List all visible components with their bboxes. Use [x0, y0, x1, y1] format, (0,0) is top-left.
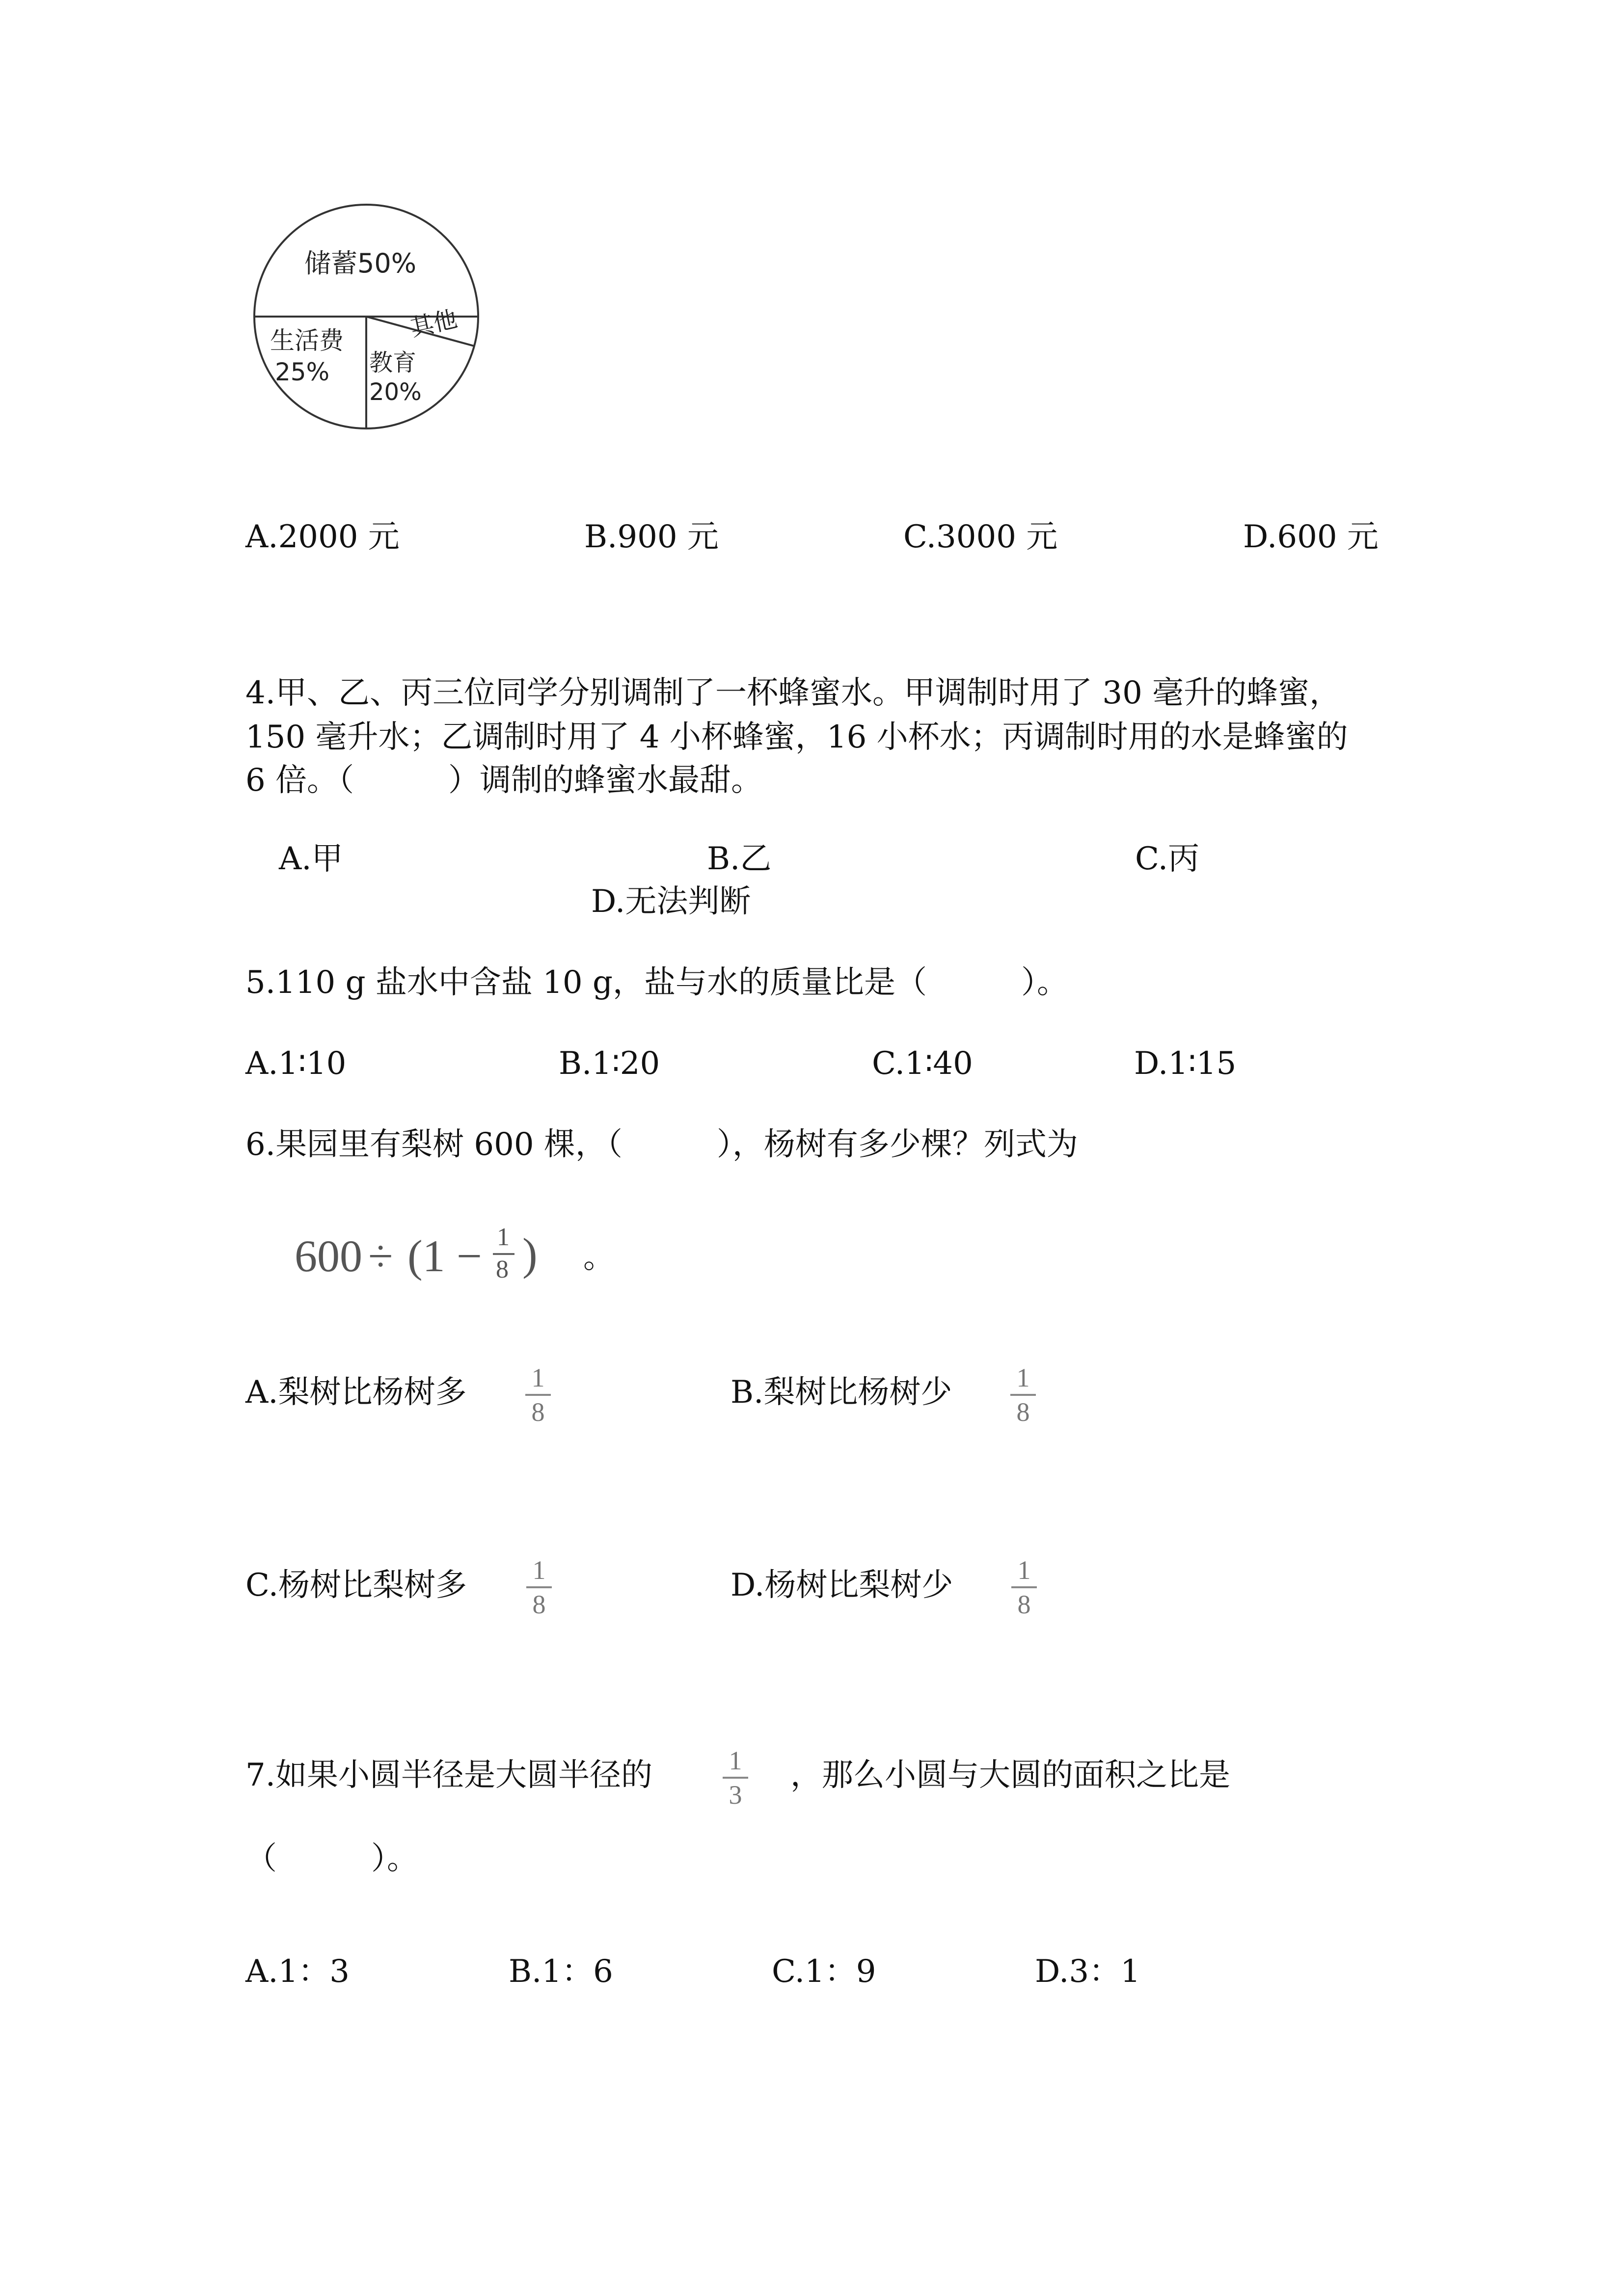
pie-label-living-pct: 25% — [275, 358, 330, 386]
budget-pie-chart — [245, 199, 491, 434]
q4-option-d[interactable]: D.无法判断 — [591, 883, 751, 920]
q7-stem-a: 7.如果小圆半径是大圆半径的 — [245, 1757, 653, 1793]
fraction-bar — [1011, 1586, 1037, 1588]
fraction-bar — [526, 1586, 552, 1588]
q5-stem: 5.110 g 盐水中含盐 10 g，盐与水的质量比是（ ）。 — [245, 964, 1068, 1001]
q4-stem-line-2: 150 毫升水；乙调制时用了 4 小杯蜂蜜，16 小杯水；丙调制时用的水是蜂蜜的 — [245, 719, 1348, 755]
fraction-denominator: 3 — [729, 1780, 742, 1810]
q7-option-a[interactable]: A.1：3 — [245, 1953, 350, 1990]
q3-option-c[interactable]: C.3000 元 — [903, 519, 1058, 555]
q7-option-d[interactable]: D.3：1 — [1035, 1953, 1140, 1990]
q6-stem: 6.果园里有梨树 600 棵，（ ），杨树有多少棵？列式为 — [245, 1126, 1078, 1163]
formula-frac-bar — [493, 1253, 514, 1255]
q6-option-d-fraction — [1009, 1557, 1039, 1618]
q7-answer-blank: （ ）。 — [245, 1841, 418, 1877]
fraction-denominator: 8 — [1017, 1590, 1031, 1619]
fraction-bar — [525, 1394, 551, 1396]
q4-stem-line-1: 4.甲、乙、丙三位同学分别调制了一杯蜂蜜水。甲调制时用了 30 毫升的蜂蜜， — [245, 675, 1341, 711]
pie-label-edu-name: 教育 — [369, 349, 417, 376]
pie-label-edu-pct: 20% — [369, 378, 422, 406]
fraction-denominator: 8 — [1016, 1397, 1030, 1427]
fraction-denominator: 8 — [532, 1590, 546, 1619]
q3-option-a[interactable]: A.2000 元 — [245, 519, 400, 555]
q4-stem-line-3: 6 倍。（ ）调制的蜂蜜水最甜。 — [245, 762, 763, 799]
formula-minus: − — [457, 1231, 482, 1281]
formula-divide-sign: ÷ — [368, 1231, 393, 1281]
q6-option-d[interactable]: D.杨树比梨树少 — [731, 1567, 953, 1603]
q7-stem-b: ，那么小圆与大圆的面积之比是 — [790, 1757, 1230, 1793]
q6-option-b-fraction — [1008, 1364, 1038, 1425]
q6-option-a[interactable]: A.梨树比杨树多 — [245, 1374, 467, 1411]
fraction-numerator: 1 — [729, 1746, 742, 1775]
q7-fraction — [721, 1747, 750, 1808]
pie-label-savings: 储蓄50% — [304, 248, 417, 279]
q4-option-c[interactable]: C.丙 — [1135, 841, 1200, 877]
fraction-bar — [1010, 1394, 1036, 1396]
fraction-numerator: 1 — [531, 1363, 545, 1392]
q5-option-b[interactable]: B.1∶20 — [559, 1045, 660, 1082]
q6-formula-period: 。 — [583, 1239, 615, 1276]
q6-option-a-fraction — [523, 1364, 553, 1425]
fraction-numerator: 1 — [1016, 1363, 1030, 1392]
pie-label-other: 其他 — [407, 305, 460, 342]
pie-label-living-name: 生活费 — [270, 326, 344, 355]
formula-frac-den: 8 — [496, 1255, 509, 1283]
q6-option-c[interactable]: C.杨树比梨树多 — [245, 1567, 467, 1603]
fraction-bar — [723, 1777, 748, 1779]
q3-option-b[interactable]: B.900 元 — [584, 519, 719, 555]
q3-option-d[interactable]: D.600 元 — [1243, 519, 1379, 555]
q5-option-a[interactable]: A.1∶10 — [245, 1045, 347, 1082]
q7-option-b[interactable]: B.1：6 — [509, 1953, 613, 1990]
formula-close-paren: ) — [522, 1229, 538, 1279]
q7-option-c[interactable]: C.1：9 — [772, 1953, 876, 1990]
formula-dividend: 600 — [295, 1231, 362, 1281]
formula-open-paren: (1 — [407, 1231, 445, 1281]
q4-option-b[interactable]: B.乙 — [707, 841, 772, 877]
fraction-denominator: 8 — [531, 1397, 545, 1427]
fraction-numerator: 1 — [532, 1555, 546, 1585]
q6-option-b[interactable]: B.梨树比杨树少 — [731, 1374, 952, 1411]
fraction-numerator: 1 — [1017, 1555, 1031, 1585]
q5-option-d[interactable]: D.1∶15 — [1134, 1045, 1237, 1082]
q4-option-a[interactable]: A.甲 — [279, 841, 343, 877]
formula-frac-num: 1 — [497, 1223, 510, 1251]
q6-option-c-fraction — [524, 1557, 554, 1618]
q5-option-c[interactable]: C.1∶40 — [872, 1045, 973, 1082]
